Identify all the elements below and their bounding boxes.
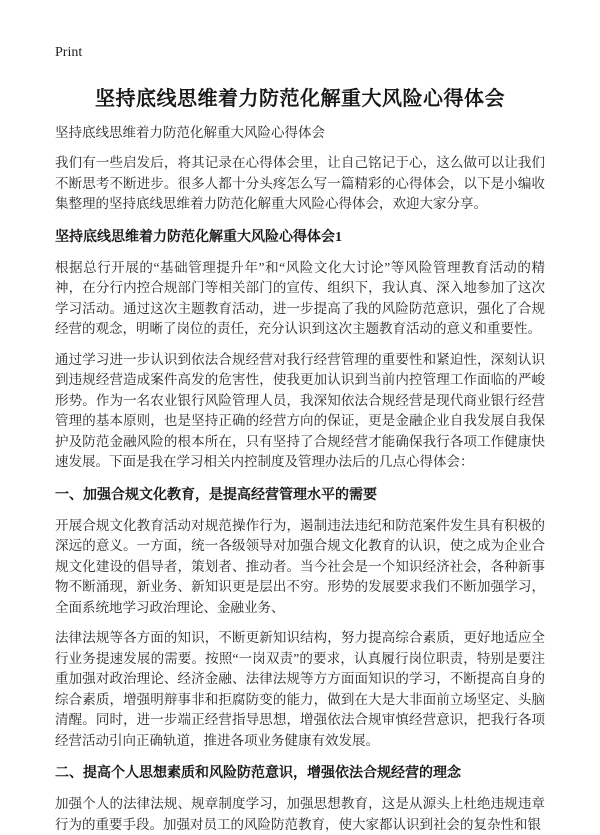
section-2-heading: 二、提高个人思想素质和风险防范意识，增强依法合规经营的理念 [55, 766, 461, 781]
page-title: 坚持底线思维着力防范化解重大风险心得体会 [95, 88, 505, 110]
body-paragraph-4: 法律法规等各方面的知识，不断更新知识结构，努力提高综合素质，更好地适应全行业务提速发展的需要。按照“一岗双责”的要求，认真履行岗位职责，特别是要注重加强对政治理论、经济金融、法律法规等方方面面知识的学习，不断提高自身的综合素质，增强明辩事非和拒腐防变的能力，做到在大是大非面前立场坚定、头脑清醒。同时，进一步端正经营指导思想，增强依法合规审慎经营意识，把我行各项经营活动引向正确轨道，推进各项业务健康有效发展。 [55, 630, 545, 748]
section-1-heading: 一、加强合规文化教育，是提高经营管理水平的需要 [55, 487, 377, 503]
intro-paragraph: 我们有一些启发后，将其记录在心得体会里，让自己铭记于心，这么做可以让我们不断思考不断进步。很多人都十分头疼怎么写一篇精彩的心得体会，以下是小编收集整理的坚持底线思维着力防范化解重大风险心得体会，欢迎大家分享。 [55, 155, 545, 211]
body-paragraph-3: 开展合规文化教育活动对规范操作行为，遏制违法违纪和防范案件发生具有积极的深远的意义。一方面，统一各级领导对加强合规文化教育的认识，使之成为企业合规文化建设的倡导者，策划者、推动者。当今社会是一个知识经济社会，各种新事物不断涌现，新业务、新知识更是层出不穷。形势的发展要求我们不断加强学习，全面系统地学习政治理论、金融业务、 [55, 517, 545, 615]
print-link[interactable]: Print [55, 45, 83, 60]
body-paragraph-5: 加强个人的法律法规、规章制度学习，加强思想教育，这是从源头上杜绝违规违章行为的重要手段。加强对员工的风险防范教育，使大家都认识到社会的复杂性和银 [55, 796, 545, 832]
body-paragraph-1: 根据总行开展的“基础管理提升年”和“风险文化大讨论”等风险管理教育活动的精神，在分行内控合规部门等相关部门的宣传、组织下，我认真、深入地参加了这次学习活动。通过这次主题教育活动，进一步提高了我的风险防范意识，强化了合规经营的观念，明晰了岗位的责任，充分认识到这次主题教育活动的意义和重要性。 [55, 259, 545, 336]
article-subtitle: 坚持底线思维着力防范化解重大风险心得体会 [55, 125, 325, 140]
essay-1-heading: 坚持底线思维着力防范化解重大风险心得体会1 [55, 229, 342, 245]
body-paragraph-2: 通过学习进一步认识到依法合规经营对我行经营管理的重要性和紧迫性，深刻认识到违规经营造成案件高发的危害性，使我更加认识到当前内控管理工作面临的严峻形势。作为一名农业银行风险管理人员，我深知依法合规经营是现代商业银行经营管理的基本原则，也是坚持正确的经营方向的保证，更是金融企业自我发展自我保护及防范金融风险的根本所在，只有坚持了合规经营才能确保我行各项工作健康快速发展。下面是我在学习相关内控制度及管理办法后的几点心得体会： [55, 351, 545, 469]
